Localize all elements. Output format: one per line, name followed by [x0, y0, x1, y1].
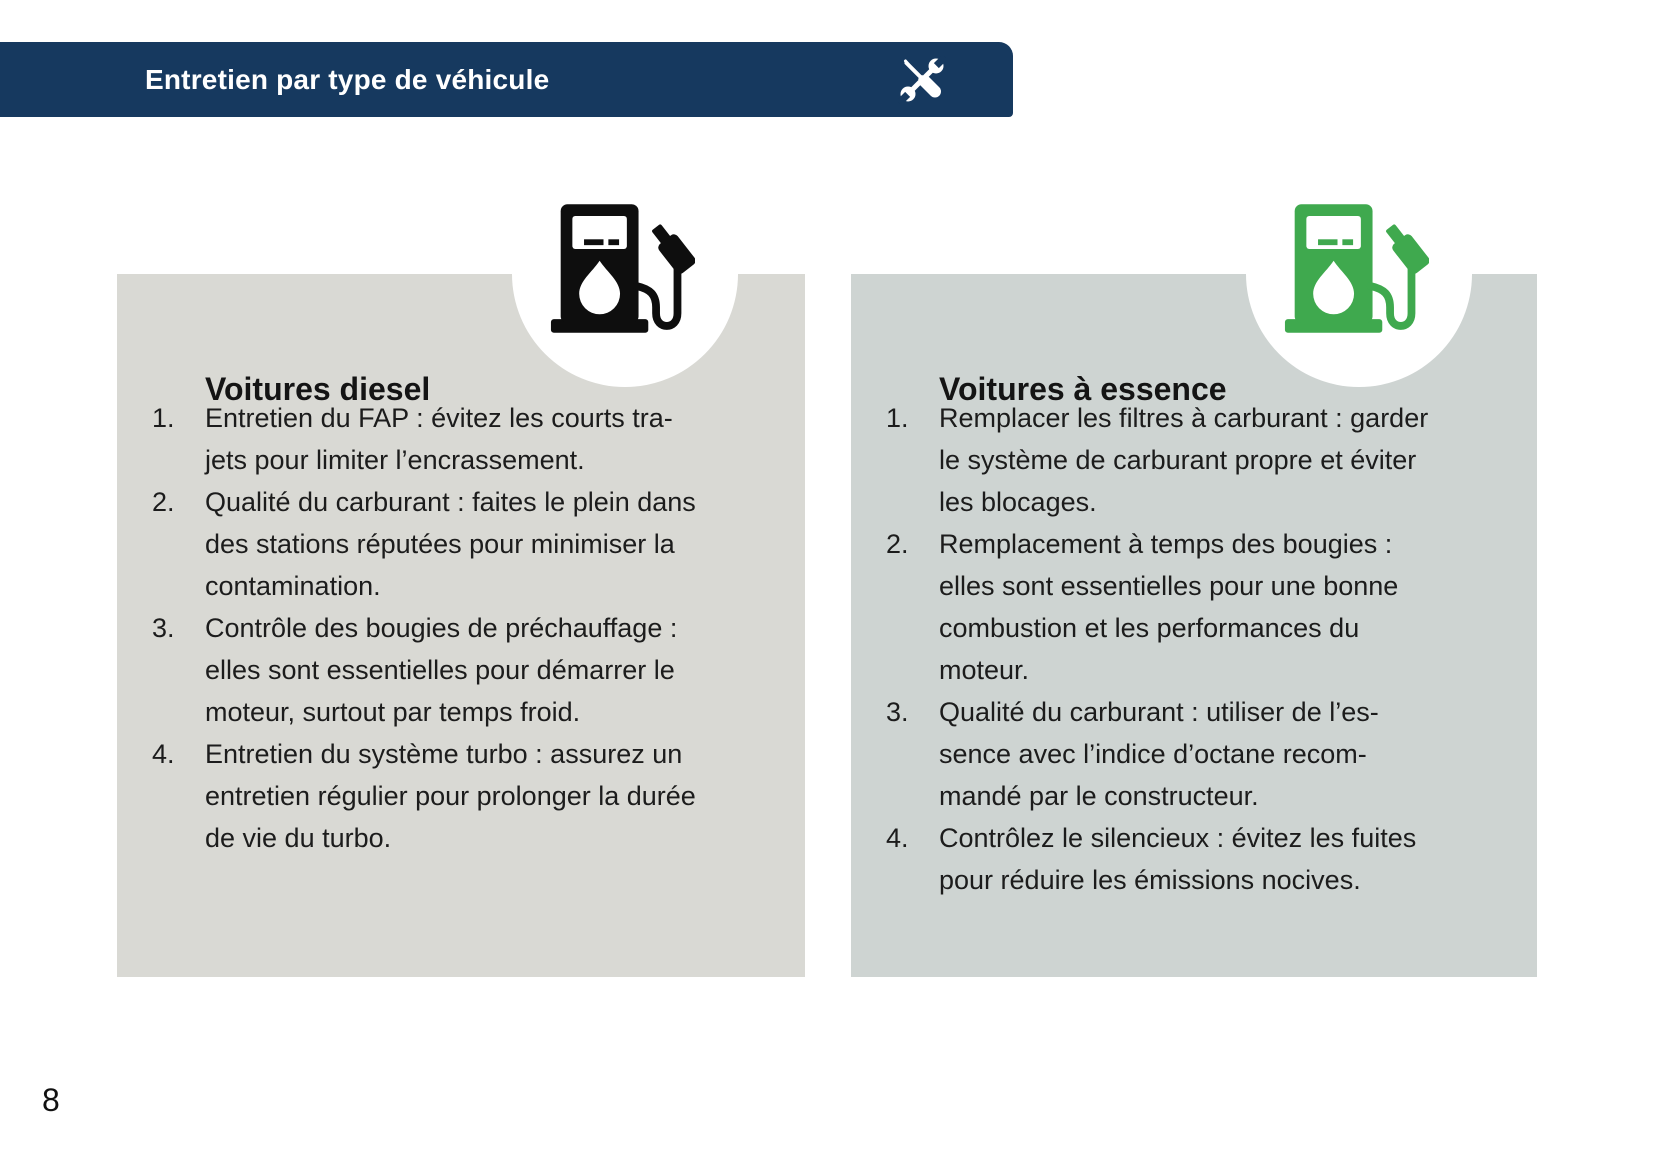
item-number: 3.: [886, 697, 909, 727]
list-item: [851, 691, 1537, 817]
item-line: Qualité du carburant : utiliser de l’es-: [939, 697, 1379, 727]
item-number: 4.: [152, 739, 175, 769]
item-line: Remplacer les filtres à carburant : garder: [939, 403, 1429, 433]
card-title-diesel: Voitures diesel: [205, 370, 431, 407]
item-number: 2.: [886, 529, 909, 559]
list-item: [117, 481, 805, 607]
item-line: pour réduire les émissions nocives.: [939, 865, 1361, 895]
item-line: Entretien du système turbo : assurez un: [205, 739, 683, 769]
card-diesel: [117, 274, 805, 977]
diesel-list: [117, 397, 805, 859]
item-line: Entretien du FAP : évitez les courts tra-: [205, 403, 673, 433]
card-essence: [851, 274, 1537, 977]
item-number: 1.: [886, 403, 909, 433]
item-number: 2.: [152, 487, 175, 517]
list-item: [851, 397, 1537, 523]
item-number: 1.: [152, 403, 175, 433]
item-line: mandé par le constructeur.: [939, 781, 1259, 811]
list-item: [117, 397, 805, 481]
item-line: sence avec l’indice d’octane recom-: [939, 739, 1367, 769]
item-line: Qualité du carburant : faites le plein dans: [205, 487, 696, 517]
essence-list: [851, 397, 1537, 901]
item-line: Contrôlez le silencieux : évitez les fuites: [939, 823, 1417, 853]
card-title-essence: Voitures à essence: [939, 370, 1227, 407]
item-line: elles sont essentielles pour une bonne: [939, 571, 1399, 601]
page-title: Entretien par type de véhicule: [145, 64, 550, 95]
tools-icon: [898, 56, 946, 104]
item-line: entretien régulier pour prolonger la durée: [205, 781, 696, 811]
page-number: 8: [42, 1082, 60, 1118]
item-line: elles sont essentielles pour démarrer le: [205, 655, 675, 685]
item-line: contamination.: [205, 571, 381, 601]
list-item: [851, 817, 1537, 901]
item-line: des stations réputées pour minimiser la: [205, 529, 675, 559]
fuel-pump-icon: [549, 204, 695, 333]
list-item: [117, 607, 805, 733]
list-item: [117, 733, 805, 859]
item-number: 3.: [152, 613, 175, 643]
item-number: 4.: [886, 823, 909, 853]
header-bar: [0, 42, 1013, 117]
item-line: moteur, surtout par temps froid.: [205, 697, 581, 727]
item-line: Remplacement à temps des bougies :: [939, 529, 1393, 559]
fuel-pump-icon: [1283, 204, 1429, 333]
item-line: Contrôle des bougies de préchauffage :: [205, 613, 678, 643]
item-line: jets pour limiter l’encrassement.: [205, 445, 585, 475]
item-line: combustion et les performances du: [939, 613, 1360, 643]
item-line: le système de carburant propre et éviter: [939, 445, 1417, 475]
list-item: [851, 523, 1537, 691]
item-line: les blocages.: [939, 487, 1097, 517]
item-line: de vie du turbo.: [205, 823, 392, 853]
item-line: moteur.: [939, 655, 1030, 685]
